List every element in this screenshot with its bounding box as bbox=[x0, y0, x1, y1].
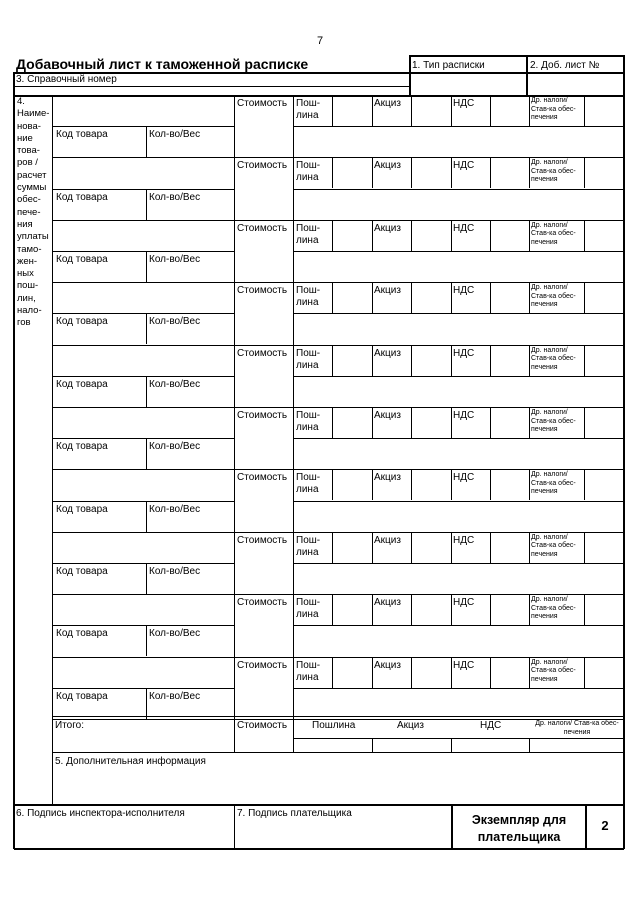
item-excise-label: Акциз bbox=[374, 285, 401, 297]
item-code-label: Код товара bbox=[56, 191, 108, 203]
item-quantity-label: Кол-во/Вес bbox=[149, 628, 201, 640]
item-duty-left-rule bbox=[293, 532, 294, 594]
item-tax-mid-rule bbox=[293, 376, 623, 377]
item-tax-column-rule bbox=[584, 407, 585, 438]
item-tax-column-rule bbox=[451, 220, 452, 251]
item-code-label: Код товара bbox=[56, 690, 108, 702]
item-tax-column-rule bbox=[451, 469, 452, 500]
item-tax-column-rule bbox=[451, 407, 452, 438]
item-tax-column-rule bbox=[332, 157, 333, 188]
copy-number: 2 bbox=[601, 818, 609, 833]
item-code-right-rule bbox=[146, 438, 147, 469]
item-tax-column-rule bbox=[372, 345, 373, 376]
item-cost-label: Стоимость bbox=[237, 347, 288, 359]
item-desc-mid-rule bbox=[52, 563, 234, 564]
item-quantity-label: Кол-во/Вес bbox=[149, 378, 201, 390]
item-quantity-label: Кол-во/Вес bbox=[149, 503, 201, 515]
item-desc-mid-rule bbox=[52, 126, 234, 127]
item-tax-mid-rule bbox=[293, 438, 623, 439]
item-tax-column-rule bbox=[451, 95, 452, 126]
item-cost-left-rule bbox=[234, 407, 235, 469]
item-tax-column-rule bbox=[490, 282, 491, 313]
item-duty-left-rule bbox=[293, 345, 294, 407]
field7-payer-signature: 7. Подпись плательщика bbox=[237, 808, 352, 819]
field2-left-rule bbox=[526, 55, 528, 96]
item-other-taxes-label: Др. налоги/ Став-ка обес- печения bbox=[531, 596, 576, 621]
item-vat-label: НДС bbox=[453, 98, 475, 109]
item-cost-left-rule bbox=[234, 157, 235, 219]
item-tax-column-rule bbox=[332, 407, 333, 438]
item-code-label: Код товара bbox=[56, 316, 108, 328]
item-tax-column-rule bbox=[411, 532, 412, 563]
item-duty-label: Пош- лина bbox=[296, 222, 321, 246]
item-tax-column-rule bbox=[332, 532, 333, 563]
item-tax-column-rule bbox=[451, 345, 452, 376]
item-duty-label: Пош- лина bbox=[296, 472, 321, 496]
item-tax-column-rule bbox=[332, 657, 333, 688]
item-code-label: Код товара bbox=[56, 129, 108, 141]
item-other-taxes-label: Др. налоги/ Став-ка обес- печения bbox=[531, 471, 576, 496]
item-quantity-label: Кол-во/Вес bbox=[149, 690, 201, 702]
item-other-taxes-label: Др. налоги/ Став-ка обес- печения bbox=[531, 97, 576, 121]
total-top-rule bbox=[52, 716, 623, 717]
item-cost-left-rule bbox=[234, 657, 235, 719]
item-duty-left-rule bbox=[293, 594, 294, 656]
item-tax-column-rule bbox=[411, 657, 412, 688]
item-cost-left-rule bbox=[234, 220, 235, 282]
item-tax-mid-rule bbox=[293, 625, 623, 626]
item-code-right-rule bbox=[146, 625, 147, 656]
item-tax-column-rule bbox=[529, 157, 530, 188]
field2-sheet-number: 2. Доб. лист № bbox=[530, 60, 600, 71]
item-tax-mid-rule bbox=[293, 126, 623, 127]
item-tax-column-rule bbox=[529, 95, 530, 126]
item-bottom-rule bbox=[52, 469, 623, 470]
item-tax-column-rule bbox=[332, 594, 333, 625]
item-vat-label: НДС bbox=[453, 534, 475, 546]
item-code-label: Код товара bbox=[56, 566, 108, 577]
item-excise-label: Акциз bbox=[374, 410, 401, 421]
item-tax-column-rule bbox=[490, 594, 491, 625]
item-code-right-rule bbox=[146, 126, 147, 157]
item-cost-label: Стоимость bbox=[237, 597, 288, 609]
field7-left-rule bbox=[234, 805, 235, 849]
item-quantity-label: Кол-во/Вес bbox=[149, 254, 201, 265]
field3-bottom-rule bbox=[14, 86, 410, 87]
item-cost-left-rule bbox=[234, 469, 235, 531]
total-bottom-rule bbox=[52, 752, 623, 753]
item-tax-column-rule bbox=[529, 407, 530, 438]
item-code-right-rule bbox=[146, 376, 147, 407]
item-code-right-rule bbox=[146, 189, 147, 220]
item-tax-column-rule bbox=[490, 532, 491, 563]
item-bottom-rule bbox=[52, 657, 623, 658]
item-other-taxes-label: Др. налоги/ Став-ка обес- печения bbox=[531, 533, 576, 558]
item-tax-column-rule bbox=[372, 220, 373, 251]
item-tax-column-rule bbox=[584, 469, 585, 500]
item-excise-label: Акциз bbox=[374, 534, 401, 546]
item-tax-column-rule bbox=[584, 345, 585, 376]
item-tax-column-rule bbox=[332, 220, 333, 251]
item-code-label: Код товара bbox=[56, 441, 108, 453]
item-tax-column-rule bbox=[411, 345, 412, 376]
item-quantity-label: Кол-во/Вес bbox=[149, 129, 201, 141]
item-tax-column-rule bbox=[451, 594, 452, 625]
item-tax-column-rule bbox=[584, 594, 585, 625]
item-tax-column-rule bbox=[529, 220, 530, 251]
item-tax-column-rule bbox=[372, 532, 373, 563]
total-other-taxes-label: Др. налоги/ Став-ка обес- печения bbox=[535, 720, 619, 736]
item-tax-column-rule bbox=[490, 657, 491, 688]
item-quantity-label: Кол-во/Вес bbox=[149, 191, 201, 203]
item-quantity-label: Кол-во/Вес bbox=[149, 441, 201, 453]
item-duty-label: Пош- лина bbox=[296, 659, 321, 683]
item-tax-column-rule bbox=[411, 469, 412, 500]
item-vat-label: НДС bbox=[453, 347, 475, 359]
item-code-right-rule bbox=[146, 688, 147, 719]
item-vat-label: НДС bbox=[453, 659, 475, 671]
item-tax-column-rule bbox=[372, 407, 373, 438]
item-cost-label: Стоимость bbox=[237, 659, 288, 671]
item-duty-left-rule bbox=[293, 220, 294, 282]
item-desc-mid-rule bbox=[52, 625, 234, 626]
item-tax-mid-rule bbox=[293, 189, 623, 190]
field1-left-rule bbox=[409, 55, 411, 96]
item-tax-column-rule bbox=[529, 657, 530, 688]
item-tax-column-rule bbox=[584, 220, 585, 251]
item-tax-column-rule bbox=[490, 157, 491, 188]
item-tax-mid-rule bbox=[293, 251, 623, 252]
item-tax-column-rule bbox=[490, 345, 491, 376]
item-tax-column-rule bbox=[490, 220, 491, 251]
item-tax-column-rule bbox=[411, 157, 412, 188]
item-duty-label: Пош- лина bbox=[296, 98, 321, 121]
item-tax-column-rule bbox=[529, 282, 530, 313]
item-cost-label: Стоимость bbox=[237, 222, 288, 234]
item-cost-label: Стоимость bbox=[237, 98, 288, 109]
item-bottom-rule bbox=[52, 407, 623, 408]
field1-top-rule bbox=[409, 55, 624, 57]
item-tax-column-rule bbox=[332, 282, 333, 313]
item-duty-left-rule bbox=[293, 469, 294, 531]
item-tax-column-rule bbox=[411, 407, 412, 438]
item-code-label: Код товара bbox=[56, 628, 108, 640]
item-duty-left-rule bbox=[293, 407, 294, 469]
item-excise-label: Акциз bbox=[374, 347, 401, 359]
item-tax-column-rule bbox=[372, 282, 373, 313]
total-duty-label: Пошлина bbox=[312, 720, 356, 731]
item-duty-label: Пош- лина bbox=[296, 285, 321, 309]
item-tax-column-rule bbox=[584, 532, 585, 563]
item-other-taxes-label: Др. налоги/ Став-ка обес- печения bbox=[531, 409, 576, 433]
item-tax-column-rule bbox=[529, 469, 530, 500]
item-desc-mid-rule bbox=[52, 189, 234, 190]
field1-receipt-type: 1. Тип расписки bbox=[412, 60, 485, 71]
item-bottom-rule bbox=[52, 282, 623, 283]
copy-label: Экземпляр для плательщика bbox=[471, 813, 567, 844]
item-excise-label: Акциз bbox=[374, 472, 401, 484]
item-tax-column-rule bbox=[372, 95, 373, 126]
total-excise-left-rule bbox=[372, 738, 373, 752]
form-left-border bbox=[13, 72, 15, 849]
item-cost-label: Стоимость bbox=[237, 472, 288, 484]
item-tax-column-rule bbox=[372, 594, 373, 625]
item-tax-column-rule bbox=[372, 469, 373, 500]
item-vat-label: НДС bbox=[453, 285, 475, 297]
item-other-taxes-label: Др. налоги/ Став-ка обес- печения bbox=[531, 346, 576, 371]
item-bottom-rule bbox=[52, 157, 623, 158]
item-tax-column-rule bbox=[411, 594, 412, 625]
item-duty-label: Пош- лина bbox=[296, 347, 321, 371]
item-duty-left-rule bbox=[293, 282, 294, 344]
item-tax-column-rule bbox=[529, 594, 530, 625]
item-cost-left-rule bbox=[234, 594, 235, 656]
item-desc-mid-rule bbox=[52, 438, 234, 439]
item-cost-left-rule bbox=[234, 532, 235, 594]
item-duty-label: Пош- лина bbox=[296, 534, 321, 558]
item-excise-label: Акциз bbox=[374, 160, 401, 172]
item-code-right-rule bbox=[146, 563, 147, 594]
item-tax-column-rule bbox=[372, 657, 373, 688]
item-tax-column-rule bbox=[584, 282, 585, 313]
page-number: 7 bbox=[316, 35, 324, 47]
item-tax-column-rule bbox=[332, 345, 333, 376]
item-duty-left-rule bbox=[293, 157, 294, 219]
item-tax-column-rule bbox=[451, 157, 452, 188]
item-tax-column-rule bbox=[529, 345, 530, 376]
item-vat-label: НДС bbox=[453, 160, 475, 172]
item-code-right-rule bbox=[146, 251, 147, 282]
item-excise-label: Акциз bbox=[374, 659, 401, 671]
total-cost-label: Стоимость bbox=[237, 720, 288, 731]
item-tax-column-rule bbox=[584, 657, 585, 688]
total-vat-label: НДС bbox=[480, 720, 502, 731]
item-tax-column-rule bbox=[584, 95, 585, 126]
item-tax-column-rule bbox=[529, 532, 530, 563]
item-desc-mid-rule bbox=[52, 251, 234, 252]
item-code-label: Код товара bbox=[56, 503, 108, 515]
field4-separator bbox=[52, 95, 53, 805]
field5-bottom-rule bbox=[14, 804, 624, 806]
item-tax-column-rule bbox=[451, 282, 452, 313]
item-tax-column-rule bbox=[372, 157, 373, 188]
item-duty-label: Пош- лина bbox=[296, 410, 321, 433]
item-quantity-label: Кол-во/Вес bbox=[149, 316, 201, 328]
item-vat-label: НДС bbox=[453, 472, 475, 484]
total-mid-rule bbox=[293, 738, 623, 739]
item-bottom-rule bbox=[52, 220, 623, 221]
item-tax-column-rule bbox=[451, 532, 452, 563]
field3-reference-number: 3. Справочный номер bbox=[16, 74, 117, 85]
item-desc-mid-rule bbox=[52, 313, 234, 314]
item-cost-left-rule bbox=[234, 282, 235, 344]
item-cost-label: Стоимость bbox=[237, 285, 288, 297]
item-vat-label: НДС bbox=[453, 410, 475, 421]
item-code-right-rule bbox=[146, 313, 147, 344]
item-tax-column-rule bbox=[411, 95, 412, 126]
item-quantity-label: Кол-во/Вес bbox=[149, 566, 201, 577]
item-code-right-rule bbox=[146, 501, 147, 532]
item-tax-column-rule bbox=[490, 95, 491, 126]
item-cost-label: Стоимость bbox=[237, 410, 288, 421]
item-desc-mid-rule bbox=[52, 688, 234, 689]
item-tax-mid-rule bbox=[293, 563, 623, 564]
item-tax-column-rule bbox=[411, 220, 412, 251]
total-excise-label: Акциз bbox=[397, 720, 424, 731]
item-other-taxes-label: Др. налоги/ Став-ка обес- печения bbox=[531, 658, 576, 683]
item-excise-label: Акциз bbox=[374, 222, 401, 234]
item-tax-column-rule bbox=[490, 407, 491, 438]
item-other-taxes-label: Др. налоги/ Став-ка обес- печения bbox=[531, 221, 576, 246]
item-cost-label: Стоимость bbox=[237, 160, 288, 172]
form-bottom-border bbox=[14, 848, 624, 850]
item-excise-label: Акциз bbox=[374, 98, 401, 109]
item-bottom-rule bbox=[52, 345, 623, 346]
item-tax-mid-rule bbox=[293, 501, 623, 502]
item-other-taxes-label: Др. налоги/ Став-ка обес- печения bbox=[531, 159, 576, 184]
item-cost-left-rule bbox=[234, 345, 235, 407]
total-label: Итого: bbox=[55, 720, 84, 731]
item-bottom-rule bbox=[52, 594, 623, 595]
total-duty-left-rule bbox=[293, 716, 294, 752]
total-other-left-rule bbox=[529, 738, 530, 752]
item-tax-column-rule bbox=[332, 95, 333, 126]
item-tax-mid-rule bbox=[293, 313, 623, 314]
item-code-label: Код товара bbox=[56, 378, 108, 390]
item-desc-mid-rule bbox=[52, 376, 234, 377]
item-tax-mid-rule bbox=[293, 688, 623, 689]
item-duty-label: Пош- лина bbox=[296, 597, 321, 621]
field5-additional-info: 5. Дополнительная информация bbox=[55, 756, 206, 767]
form-right-border bbox=[623, 55, 625, 849]
item-code-label: Код товара bbox=[56, 254, 108, 265]
total-vat-left-rule bbox=[451, 738, 452, 752]
field6-inspector-signature: 6. Подпись инспектора-исполнителя bbox=[16, 808, 185, 819]
item-cost-left-rule bbox=[234, 95, 235, 157]
item-tax-column-rule bbox=[411, 282, 412, 313]
total-cost-left-rule bbox=[234, 716, 235, 752]
item-vat-label: НДС bbox=[453, 597, 475, 609]
item-vat-label: НДС bbox=[453, 222, 475, 234]
item-cost-label: Стоимость bbox=[237, 534, 288, 546]
form-title: Добавочный лист к таможенной расписке bbox=[16, 56, 309, 72]
item-duty-left-rule bbox=[293, 657, 294, 719]
item-tax-column-rule bbox=[451, 657, 452, 688]
item-duty-left-rule bbox=[293, 95, 294, 157]
item-bottom-rule bbox=[52, 532, 623, 533]
field4-goods-label: 4. Наиме- нова- ние това- ров / расчет суммы обес- пече- ния уплаты тамо- жен- ных пош- лин, нало- гов bbox=[17, 96, 50, 329]
item-tax-column-rule bbox=[584, 157, 585, 188]
item-tax-column-rule bbox=[490, 469, 491, 500]
item-tax-column-rule bbox=[332, 469, 333, 500]
item-other-taxes-label: Др. налоги/ Став-ка обес- печения bbox=[531, 284, 576, 309]
item-excise-label: Акциз bbox=[374, 597, 401, 609]
item-duty-label: Пош- лина bbox=[296, 160, 321, 184]
item-desc-mid-rule bbox=[52, 501, 234, 502]
